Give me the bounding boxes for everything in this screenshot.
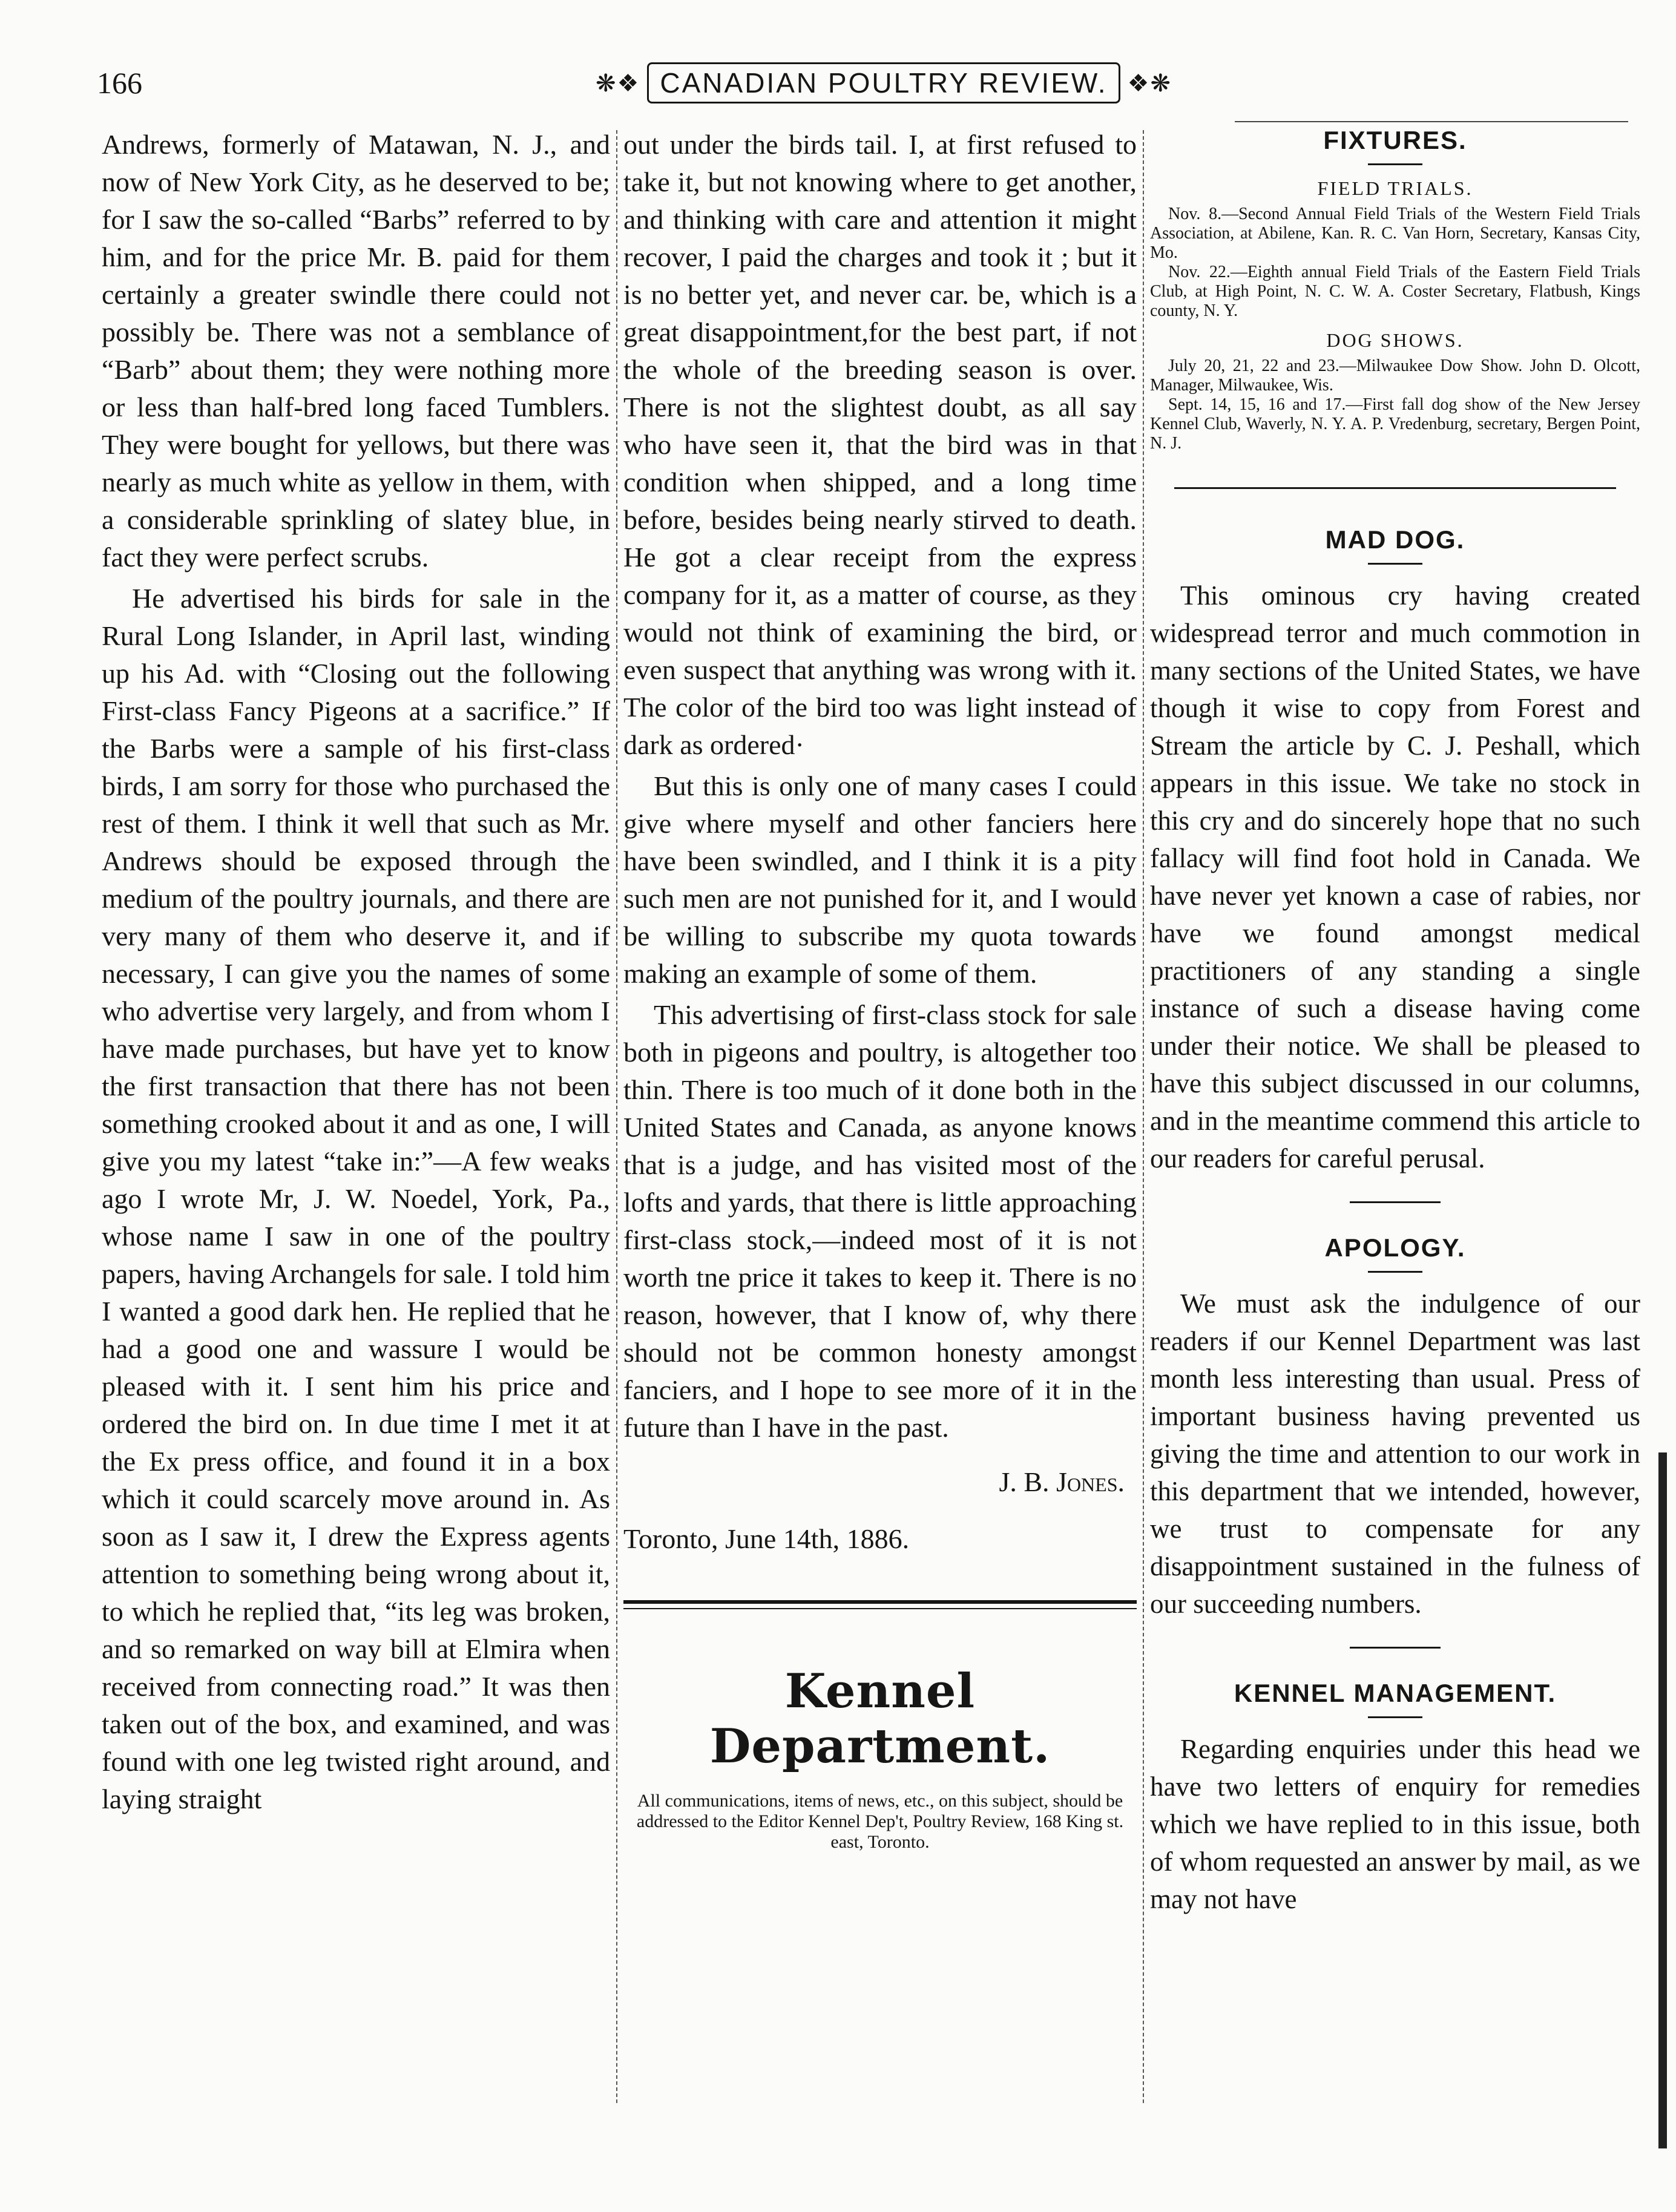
fixture-item: July 20, 21, 22 and 23.—Milwaukee Dow Show. John D. Olcott, Manager, Milwaukee, Wis. — [1150, 356, 1640, 395]
section-rule — [1174, 487, 1616, 489]
paragraph: Regarding enquiries under this head we have two letters of enquiry for remedies which we have replied to in this issue, both of whom requested an answer by mail, as we may not have — [1150, 1734, 1640, 1914]
fixture-item: Nov. 22.—Eighth annual Field Trials of the Eastern Field Trials Club, at High Point, N. C. W. A. Coster Secretary, Flatbush, Kings county, N. Y. — [1150, 263, 1640, 320]
paragraph: Andrews, formerly of Matawan, N. J., and now of New York City, as he deserved to be; for I saw the so-called “Barbs” referred to by him, and for the price Mr. B. paid for them certainly a greater swindle there could not possibly be. There was not a semblance of “Barb” about them; they were nothing more or less than half-bred long faced Tumblers. They were bought for yellows, but there was nearly as much white as yellow in them, with a considerable sprinkling of slatey blue, in fact they were perfect scrubs. — [102, 129, 610, 573]
mad-dog-section — [1150, 525, 1640, 1177]
kennel-management-title: KENNEL MANAGEMENT. — [1234, 1679, 1557, 1707]
kennel-department-heading: Kennel Department. — [709, 1664, 1051, 1774]
column-3 — [1150, 126, 1640, 1922]
fixtures-section — [1150, 126, 1640, 453]
section-rule — [1350, 1647, 1441, 1649]
column-rule — [616, 130, 617, 2103]
masthead — [593, 58, 1174, 108]
apology-title: APOLOGY. — [1324, 1233, 1466, 1262]
title-rule — [1368, 163, 1422, 165]
section-rule — [1350, 1201, 1441, 1203]
title-rule — [1368, 1271, 1422, 1273]
paragraph: He advertised his birds for sale in the Rural Long Islander, in April last, winding up his Ad. with “Closing out the following First-class Fancy Pigeons at a sacrifice.” If the Barbs were a sample of his first-class birds, I am sorry for those who purchased the rest of them. I think it well that such as Mr. Andrews should be exposed through the medium of the poultry journals, and there are very many of them who deserve it, and if necessary, I can give you the names of some who advertise very largely, and from whom I have made purchases, but have yet to know the first transaction that there has not been something crooked about it and as one, I will give you my latest “take in:”—A few weaks ago I wrote Mr, J. W. Noedel, York, Pa., whose name I saw in one of the poultry papers, having Archangels for sale. I told him I wanted a good dark hen. He replied that he had a good one and wassure I would be pleased with it. I sent him his price and ordered the bird on. In due time I met it at the Ex press office, and found it in a box which it could scarcely move around in. As soon as I saw it, I drew the Express agents attention to something being wrong about it, to which he replied that, “its leg was broken, and so remarked on way bill at Elmira when received from connecting road.” It was then taken out of the box, and examined, and was found with one leg twisted right around, and laying straight — [102, 583, 610, 1814]
section-double-rule — [623, 1600, 1137, 1609]
dateline: Toronto, June 14th, 1886. — [623, 1523, 910, 1554]
column-1 — [102, 126, 610, 1822]
field-trials-title: FIELD TRIALS. — [1317, 177, 1473, 199]
paragraph: This advertising of first-class stock for sale both in pigeons and poultry, is altogether too thin. There is too much of it done both in the United States and Canada, as anyone knows that is a judge, and has visited most of the lofts and yards, that there is little approaching first-class stock,—indeed most of it is not worth tne price it takes to keep it. There is no reason, however, that I know of, why there should not be common honesty amongst fanciers, and I hope to see more of it in the future than I have in the past. — [623, 999, 1137, 1443]
ornament-left-icon: ❋❖ — [596, 69, 640, 97]
ornament-right-icon: ❖❋ — [1127, 69, 1172, 97]
apology-section — [1150, 1233, 1640, 1623]
masthead-title: CANADIAN POULTRY REVIEW. — [647, 62, 1120, 103]
paragraph: But this is only one of many cases I could give where myself and other fanciers here have been swindled, and I think it is a pity such men are not punished for it, and I would be willing to subscribe my quota towards making an example of some of them. — [623, 770, 1137, 989]
title-rule — [1368, 1716, 1422, 1718]
mad-dog-title: MAD DOG. — [1325, 525, 1465, 554]
header-rule — [1235, 121, 1628, 122]
paragraph: We must ask the indulgence of our readers if our Kennel Department was last month less interesting than usual. Press of important business having prevented us giving the time and attention to our work in this department that we intended, however, we trust to compensate for any disappointment sustained in the fulness of our succeeding numbers. — [1150, 1288, 1640, 1619]
fixture-item: Sept. 14, 15, 16 and 17.—First fall dog show of the New Jersey Kennel Club, Waverly, N. Y. A. P. Vredenburg, secretary, Bergen Point, N. J. — [1150, 395, 1640, 453]
paragraph: out under the birds tail. I, at first refused to take it, but not knowing where to get another, and thinking with care and attention it might recover, I paid the charges and took it ; but it is no better yet, and never car. be, which is a great disappointment,for the best part, if not the whole of the breeding season is over. There is not the slightest doubt, as all say who have seen it, that the bird was in that condition when shipped, and a long time before, besides being nearly stirved to death. He got a clear receipt from the express company for it, as a matter of course, as they would not think of examining the bird, or even suspect that anything was wrong with it. The color of the bird too was light instead of dark as ordered· — [623, 129, 1137, 760]
author-signature: J. B. Jones. — [999, 1466, 1125, 1497]
column-2 — [623, 126, 1137, 1853]
paragraph: This ominous cry having created widespread terror and much commotion in many sections of the United States, we have though it wise to copy from Forest and Stream the article by C. J. Peshall, which appears in this issue. We take no stock in this cry and do sincerely hope that no such fallacy will find foot hold in Canada. We have never yet known a case of rabies, nor have we found amongst medical practitioners of any standing a single instance of such a disease having come under their notice. We shall be pleased to have this subject discussed in our columns, and in the meantime commend this article to our readers for careful perusal. — [1150, 580, 1640, 1173]
title-rule — [1368, 563, 1422, 565]
column-rule — [1143, 130, 1144, 2103]
page-edge-shadow — [1658, 1452, 1667, 2148]
fixtures-title: FIXTURES. — [1323, 126, 1467, 154]
kennel-management-section — [1150, 1679, 1640, 1918]
page-number: 166 — [97, 66, 142, 100]
kennel-department-note: All communications, items of news, etc., on this subject, should be addressed to the Editor Kennel Dep't, Poultry Review, 168 King st. east, Toronto. — [636, 1791, 1124, 1852]
fixture-item: Nov. 8.—Second Annual Field Trials of the Western Field Trials Association, at Abilene, Kan. R. C. Van Horn, Secretary, Kansas City, Mo. — [1150, 205, 1640, 262]
dog-shows-title: DOG SHOWS. — [1326, 329, 1464, 351]
